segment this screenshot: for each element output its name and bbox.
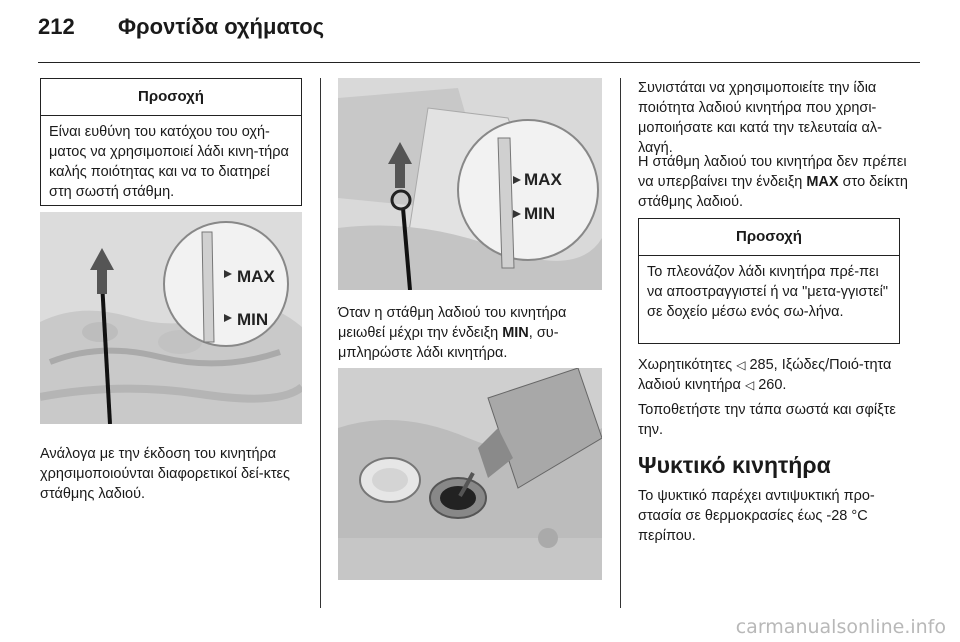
max-bold: MAX: [806, 174, 839, 190]
text-run: στο δείκτη στάθμης λαδιού.: [638, 174, 908, 210]
text-run: 260.: [754, 377, 787, 393]
paragraph-min-level: [338, 303, 606, 363]
watermark: carmanualsonline.info: [735, 616, 946, 638]
max-label: MAX: [237, 267, 275, 286]
caution-text: Είναι ευθύνη του κατόχου του οχή-ματος να χρησιμοποιεί λάδι κινη-τήρα καλής ποιότητας και να το διατηρεί στη σωστή στάθμη.: [49, 124, 289, 200]
caution-title: Προσοχή: [41, 79, 301, 116]
text-run: 285, Ιξώδες/Ποιό-τητα λαδιού κινητήρα: [638, 357, 892, 393]
paragraph-cap: Τοποθετήστε την τάπα σωστά και σφίξτε την.: [638, 402, 896, 438]
caution-box: [40, 78, 302, 206]
heading-coolant: Ψυκτικό κινητήρα: [638, 452, 831, 478]
paragraph-capacities: [638, 355, 912, 395]
engine-cover-illustration: [338, 78, 602, 290]
text-run: Χωρητικότητες: [638, 357, 737, 373]
dipstick-figure-1: [40, 212, 302, 424]
max-label-2: MAX: [524, 170, 562, 189]
min-label: MIN: [237, 310, 269, 329]
text-run: Η στάθμη λαδιού του κινητήρα δεν πρέπει να υπερβαίνει την ένδειξη: [638, 154, 907, 190]
caution-title-2: Προσοχή: [639, 219, 899, 256]
section-title: Φροντίδα οχήματος: [118, 14, 325, 39]
paragraph-same-oil: Συνιστάται να χρησιμοποιείτε την ίδια ποιότητα λαδιού κινητήρα που χρησι-μοποιήσατε και κατά την τελευταία αλ-λαγή.: [638, 80, 882, 156]
text-run: , συ-μπληρώστε λάδι κινητήρα.: [338, 325, 559, 361]
paragraph-max-level: [638, 152, 912, 212]
page-number: 212: [38, 14, 75, 39]
header-rule: [38, 62, 920, 63]
caution-box-2: [638, 218, 900, 344]
oil-filling-figure: [338, 368, 602, 580]
column-divider-2: [620, 78, 621, 608]
paragraph-coolant: Το ψυκτικό παρέχει αντιψυκτική προ-στασία σε θερμοκρασίες έως -28 °C περίπου.: [638, 488, 875, 544]
min-label-2: MIN: [524, 204, 556, 223]
reference-arrow-icon: ◁: [736, 358, 746, 372]
oil-bottle-illustration: [338, 368, 602, 580]
dipstick-figure-2: [338, 78, 602, 290]
column-divider-1: [320, 78, 321, 608]
caution-text-2: Το πλεονάζον λάδι κινητήρα πρέ-πει να αποστραγγιστεί ή να "μετα-γγιστεί" σε δοχείο μέσω ενός σω-λήνα.: [647, 264, 889, 320]
text-run: Όταν η στάθμη λαδιού του κινητήρα μειωθεί μέχρι την ένδειξη: [338, 305, 567, 341]
reference-arrow-icon: ◁: [744, 378, 755, 392]
paragraph-dipstick-versions: Ανάλογα με την έκδοση του κινητήρα χρησιμοποιούνται διαφορετικοί δεί-κτες στάθμης λαδιού.: [40, 446, 290, 502]
min-bold: MIN: [502, 325, 529, 341]
